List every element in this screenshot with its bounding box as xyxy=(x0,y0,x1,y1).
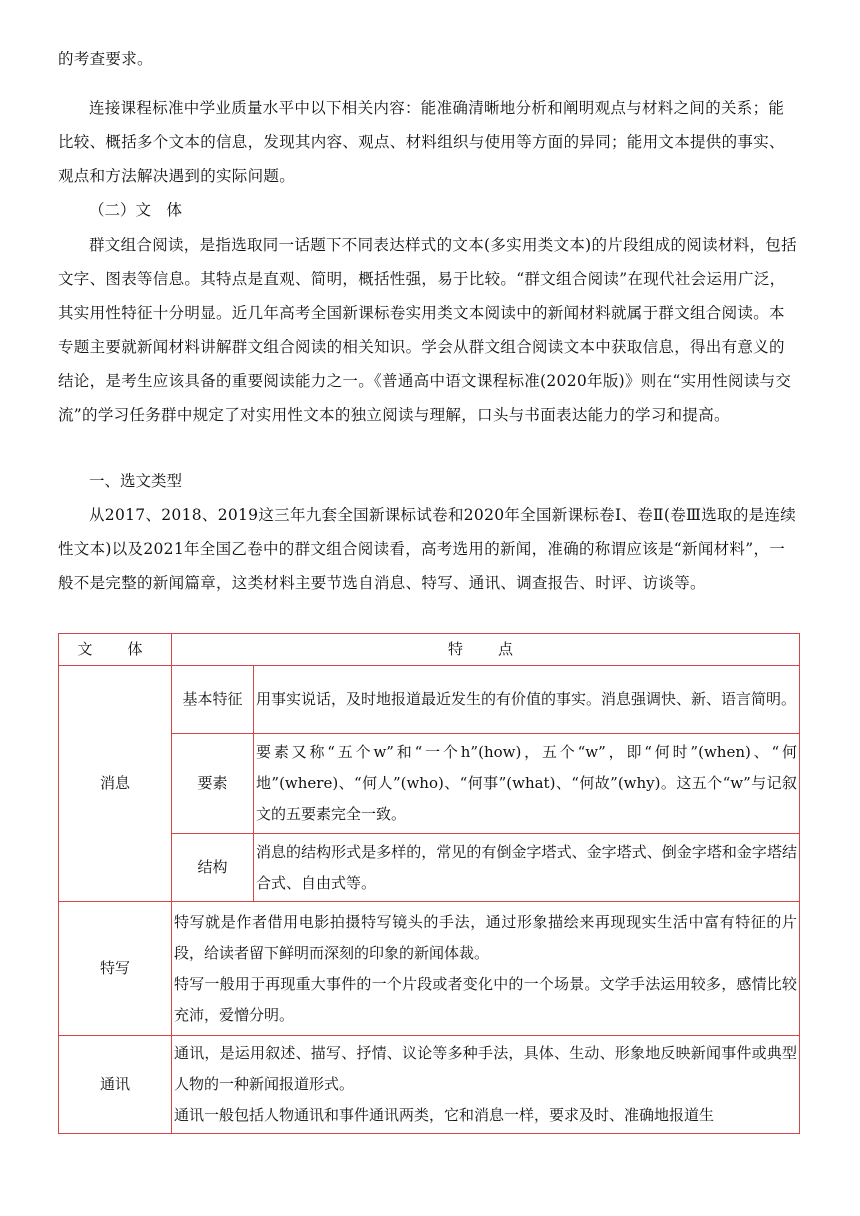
paragraph-curriculum-standard: 连接课程标准中学业质量水平中以下相关内容：能准确清晰地分析和阐明观点与材料之间的关系；能比较、概括多个文本的信息，发现其内容、观点、材料组织与使用等方面的异同；能用文本提供的事实、观点和方法解决遇到的实际问题。 xyxy=(58,99,785,185)
paragraph-selection-types: 从2017、2018、2019这三年九套全国新课标试卷和2020年全国新课标卷Ⅰ、卷Ⅱ(卷Ⅲ选取的是连续性文本)以及2021年全国乙卷中的群文组合阅读看，高考选用的新闻，准确的称谓应该是“新闻材料”，一般不是完整的新闻篇章，这类材料主要节选自消息、特写、通讯、调查报告、时评、访谈等。 xyxy=(58,506,797,592)
news-sub-structure: 结构 xyxy=(172,834,254,902)
feature-story-text xyxy=(172,902,800,1036)
genre-news: 消息 xyxy=(59,666,172,902)
report-text xyxy=(172,1036,800,1134)
paragraph-group-reading: 群文组合阅读，是指选取同一话题下不同表达样式的文本(多实用类文本)的片段组成的阅读材料，包括文字、图表等信息。其特点是直观、简明，概括性强，易于比较。“群文组合阅读”在现代社会运用广泛，其实用性特征十分明显。近几年高考全国新课标卷实用类文本阅读中的新闻材料就属于群文组合阅读。本专题主要就新闻材料讲解群文组合阅读的相关知识。学会从群文组合阅读文本中获取信息，得出有意义的结论，是考生应该具备的重要阅读能力之一。《普通高中语文课程标准(2020年版)》则在“实用性阅读与交流”的学习任务群中规定了对实用性文本的独立阅读与理解，口头与书面表达能力的学习和提高。 xyxy=(58,236,797,424)
report-text-2: 通讯一般包括人物通讯和事件通讯两类，它和消息一样，要求及时、准确地报道生 xyxy=(174,1106,715,1124)
news-elements-text: 要素又称“五个w”和“一个h”(how)，五个“w”，即“何时”(when)、“何地”(where)、“何人”(who)、“何事”(what)、“何故”(why)。这五个“w”与记叙文的五要素完全一致。 xyxy=(254,734,800,834)
table-row xyxy=(59,666,800,734)
heading-selection-types: 一、选文类型 xyxy=(89,472,183,490)
report-text-1: 通讯，是运用叙述、描写、抒情、议论等多种手法，具体、生动、形象地反映新闻事件或典型人物的一种新闻报道形式。 xyxy=(174,1044,797,1093)
news-structure-text: 消息的结构形式是多样的，常见的有倒金字塔式、金字塔式、倒金字塔和金字塔结合式、自由式等。 xyxy=(254,834,800,902)
news-sub-elements: 要素 xyxy=(172,734,254,834)
header-genre: 文 体 xyxy=(59,634,172,666)
table-row xyxy=(59,902,800,1036)
genre-feature-table xyxy=(58,633,800,1134)
news-basic-text: 用事实说话，及时地报道最近发生的有价值的事实。消息强调快、新、语言简明。 xyxy=(254,666,800,734)
header-feature: 特 点 xyxy=(172,634,800,666)
genre-feature-story: 特写 xyxy=(59,902,172,1036)
paragraph-tail: 的考查要求。 xyxy=(58,50,153,68)
heading-genre: （二）文 体 xyxy=(89,201,183,219)
feature-story-text-2: 特写一般用于再现重大事件的一个片段或者变化中的一个场景。文学手法运用较多，感情比较充沛，爱憎分明。 xyxy=(174,974,797,1024)
news-sub-basic: 基本特征 xyxy=(172,666,254,734)
feature-story-text-1: 特写就是作者借用电影拍摄特写镜头的手法，通过形象描绘来再现现实生活中富有特征的片段，给读者留下鲜明而深刻的印象的新闻体裁。 xyxy=(174,912,797,962)
table-header-row xyxy=(59,634,800,666)
genre-report: 通讯 xyxy=(59,1036,172,1134)
table-row xyxy=(59,1036,800,1134)
